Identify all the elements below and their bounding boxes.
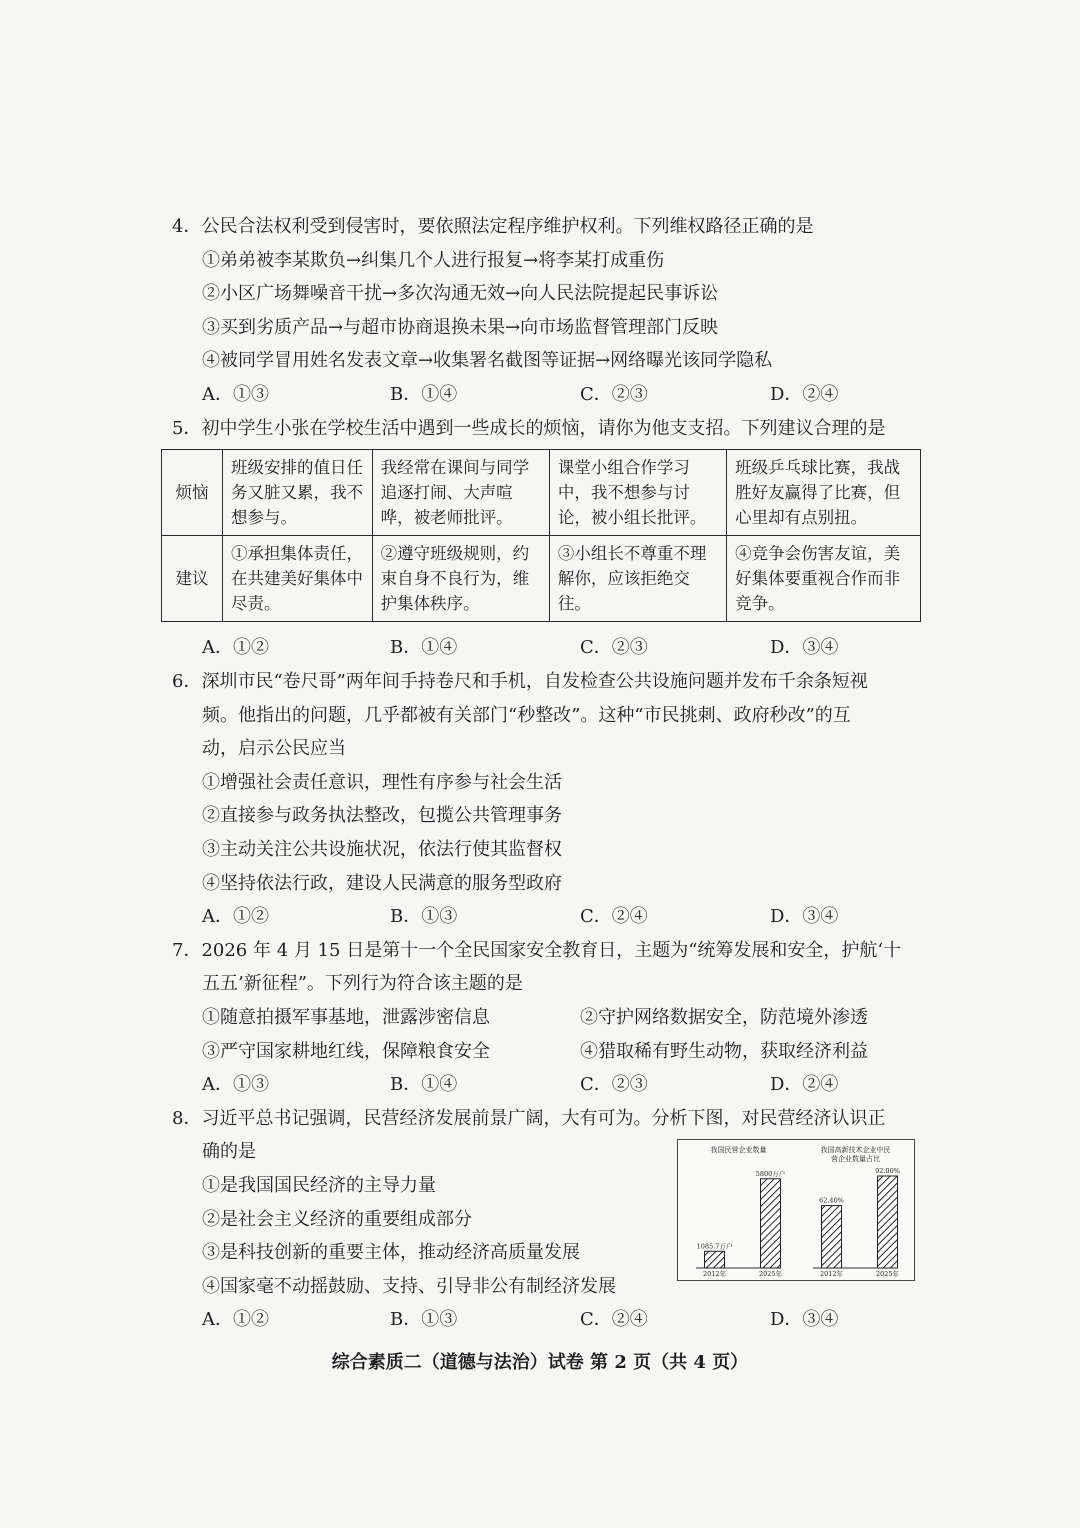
statement-option: ②小区广场舞噪音干扰→多次沟通无效→向人民法院提起民事诉讼 [202,283,719,305]
statement-option: ③严守国家耕地红线，保障粮食安全 [202,1040,490,1062]
statement-option: ②直接参与政务执法整改，包揽公共管理事务 [202,805,562,827]
choice-c: C．②③ [580,1074,648,1096]
statement-option: ③主动关注公共设施状况，依法行使其监督权 [202,838,562,860]
choice-d: D．②④ [770,383,839,405]
row-header: 建议 [162,536,223,622]
table-cell: ③小组长不尊重不理解你，应该拒绝交往。 [549,536,726,622]
statement-option: ③买到劣质产品→与超市协商退换未果→向市场监督管理部门反映 [202,316,719,338]
table-cell: 我经常在课间与同学追逐打闹、大声喧哗，被老师批评。 [372,450,549,536]
question-stem: 五五’新征程”。下列行为符合该主题的是 [202,973,523,995]
chart-title: 营企业数量占比 [831,1155,880,1163]
answer-choices [172,900,932,934]
page-footer: 综合素质二（道德与法治）试卷 第 2 页（共 4 页） [331,1352,749,1373]
chart-category-label: 2025年 [875,1270,900,1278]
statement-option: ②是社会主义经济的重要组成部分 [202,1208,472,1230]
table-cell: ④竞争会伤害友谊，美好集体要重视合作而非竞争。 [727,536,921,622]
question-stem: 8．习近平总书记强调，民营经济发展前景广阔，大有可为。分析下图，对民营经济认识正 [172,1107,886,1129]
choice-d: D．③④ [770,637,839,658]
choice-b: B．①④ [390,637,458,658]
statement-option: ①弟弟被李某欺负→纠集几个人进行报复→将李某打成重伤 [202,249,665,271]
choice-b: B．①④ [390,1074,458,1096]
answer-choices [172,1303,932,1337]
question-stem: 7．2026 年 4 月 15 日是第十一个全民国家安全教育日，主题为“统筹发展和安全，护航‘十 [172,939,902,961]
chart-category-label: 2025年 [758,1270,783,1278]
choice-a: A．①③ [202,1074,269,1096]
choice-c: C．②③ [580,383,648,405]
table-row-advice [162,536,921,622]
bar-chart-figure [677,1139,915,1281]
chart-bar [705,1251,725,1268]
choice-c: C．②③ [580,637,648,658]
chart-bar [761,1179,781,1268]
bar-charts [678,1140,914,1280]
choice-b: B．①③ [390,906,458,928]
choice-a: A．①② [202,906,269,928]
advice-table [161,449,921,622]
choice-b: B．①④ [390,383,458,405]
table-cell: 班级安排的值日任务又脏又累，我不想参与。 [223,450,373,536]
question-stem: 动，启示公民应当 [202,738,346,760]
chart-data-label: 1085.7万户 [696,1242,733,1251]
chart-bar [822,1206,842,1268]
table-cell: ②遵守班级规则，约束自身不良行为，维护集体秩序。 [372,536,549,622]
choice-a: A．①② [202,1309,269,1331]
choice-b: B．①③ [390,1309,458,1331]
answer-choices [172,631,932,665]
answer-choices [172,378,932,412]
table-row-troubles [162,450,921,536]
statement-option: ④被同学冒用姓名发表文章→收集署名截图等证据→网络曝光该同学隐私 [202,350,773,372]
question-stem: 6．深圳市民“卷尺哥”两年间手持卷尺和手机，自发检查公共设施问题并发布千余条短视 [172,671,868,692]
answer-choices [172,1068,932,1102]
statement-option: ①增强社会责任意识，理性有序参与社会生活 [202,771,562,793]
chart-title: 我国民营企业数量 [710,1146,767,1154]
statement-option: ④坚持依法行政，建设人民满意的服务型政府 [202,872,562,894]
statement-option: ③是科技创新的重要主体，推动经济高质量发展 [202,1242,580,1264]
statement-option: ④国家毫不动摇鼓励、支持、引导非公有制经济发展 [202,1275,616,1297]
question-4 [172,210,932,445]
chart-category-label: 2012年 [819,1270,844,1278]
chart-bar [878,1176,898,1268]
choice-d: D．③④ [770,1309,839,1331]
chart-title: 我国高新技术企业中民 [820,1146,891,1154]
table-cell: 班级乒乓球比赛，我战胜好友赢得了比赛，但心里却有点别扭。 [727,450,921,536]
chart-data-label: 92.00% [875,1167,900,1175]
question-stem: 频。他指出的问题，几乎都被有关部门“秒整改”。这种“市民挑刺、政府秒改”的互 [202,704,851,726]
choice-a: A．①③ [202,383,269,405]
statement-row [172,1035,932,1069]
table-cell: 课堂小组合作学习中，我不想参与讨论，被小组长批评。 [549,450,726,536]
question-stem: 4．公民合法权利受到侵害时，要依照法定程序维护权利。下列维权路径正确的是 [172,216,814,237]
statement-row [172,1001,932,1035]
chart-category-label: 2012年 [702,1270,727,1278]
statement-option: ①随意拍摄军事基地，泄露涉密信息 [202,1006,490,1028]
chart-data-label: 62.40% [819,1196,844,1205]
choice-c: C．②④ [580,906,648,928]
question-stem: 5．初中学生小张在学校生活中遇到一些成长的烦恼，请你为他支支招。下列建议合理的是 [172,417,886,439]
statement-option: ①是我国国民经济的主导力量 [202,1174,436,1196]
table-cell: ①承担集体责任，在共建美好集体中尽责。 [223,536,373,622]
choice-d: D．③④ [770,906,839,928]
choice-a: A．①② [202,637,269,658]
choice-c: C．②④ [580,1309,648,1331]
chart-data-label: 5800万户 [755,1169,786,1178]
choice-d: D．②④ [770,1074,839,1096]
statement-option: ④猎取稀有野生动物，获取经济利益 [580,1040,868,1062]
question-5-choices [172,631,932,665]
question-stem: 确的是 [202,1141,256,1163]
row-header: 烦恼 [162,450,223,536]
statement-option: ②守护网络数据安全，防范境外渗透 [580,1006,868,1028]
